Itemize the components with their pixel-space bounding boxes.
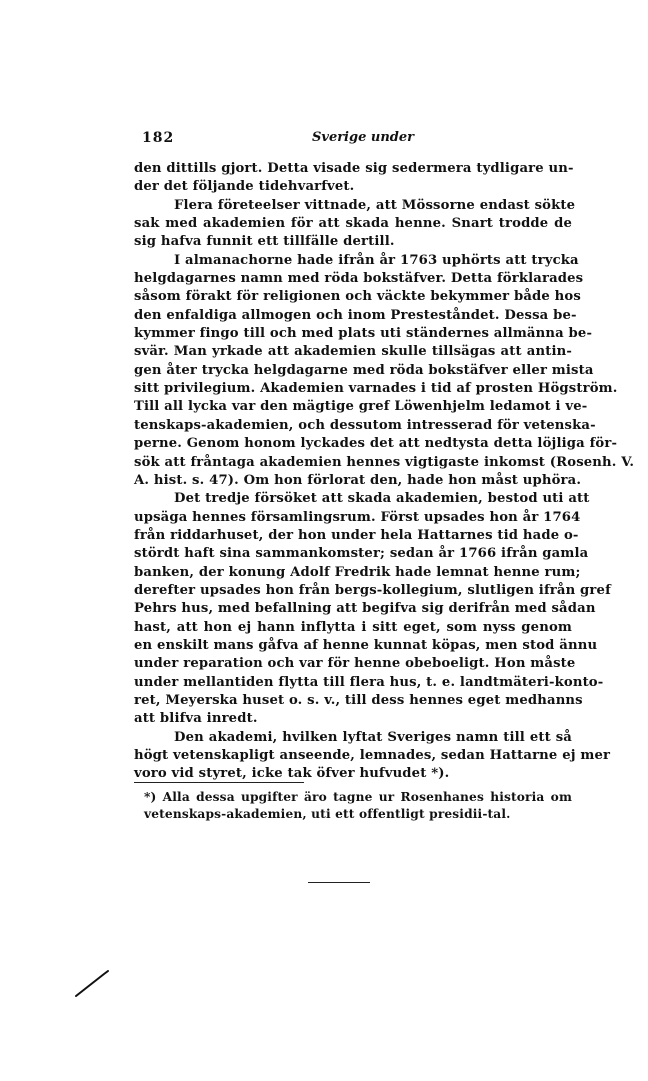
text-line: sig hafva funnit ett tillfälle dertill. (134, 234, 395, 250)
text-line: I almanachorne hade ifrån år 1763 uphörts att trycka (174, 252, 579, 268)
end-rule (308, 882, 370, 883)
text-line: perne. Genom honom lyckades det att nedtysta detta löjliga för- (134, 436, 618, 452)
text-line: såsom förakt för religionen och väckte bekymmer både hos (134, 289, 581, 305)
text-line: sitt privilegium. Akademien varnades i tid af prosten Högström. (134, 381, 618, 397)
text-line: banken, der konung Adolf Fredrik hade lemnat henne rum; (134, 564, 581, 580)
text-line: helgdagarnes namn med röda bokstäfver. Detta förklarades (134, 271, 584, 287)
footnote (134, 789, 572, 823)
footnote-line: *) Alla dessa upgifter äro tagne ur Rosenhanes historia om (144, 789, 572, 804)
text-line: Pehrs hus, med befallning att begifva sig derifrån med sådan (134, 601, 596, 617)
text-line: svär. Man yrkade att akademien skulle tillsägas att antin- (134, 344, 572, 360)
text-line: derefter upsades hon från bergs-kollegium, slutligen ifrån gref (134, 582, 611, 598)
text-line: A. hist. s. 47). Om hon förlorat den, hade hon måst uphöra. (134, 472, 582, 488)
pencil-stroke-mark (74, 968, 114, 998)
text-line: sak med akademien för att skada henne. Snart trodde de (134, 216, 572, 232)
text-line: Till all lycka var den mägtige gref Löwenhjelm ledamot i ve- (134, 399, 588, 415)
body-text (134, 160, 635, 823)
text-line: under reparation och var för henne obeboeligt. Hon måste (134, 656, 576, 672)
text-line: stördt haft sina sammankomster; sedan år 1766 ifrån gamla (134, 546, 589, 562)
text-line: Den akademi, hvilken lyftat Sveriges namn till ett så (174, 729, 572, 745)
text-line: den enfaldiga allmogen och inom Presteståndet. Dessa be- (134, 307, 577, 323)
text-line: upsäga hennes församlingsrum. Först upsades hon år 1764 (134, 509, 581, 525)
text-line: från riddarhuset, der hon under hela Hattarnes tid hade o- (134, 527, 579, 543)
text-line: ret, Meyerska huset o. s. v., till dess hennes eget medhanns (134, 692, 583, 708)
footnote-line: vetenskaps-akademien, uti ett offentligt presidii-tal. (144, 806, 511, 821)
text-line: under mellantiden flytta till flera hus, t. e. landtmäteri-konto- (134, 674, 604, 690)
text-line: Flera företeelser vittnade, att Mössorne endast sökte (174, 197, 576, 213)
running-title: Sverige under (312, 130, 415, 145)
text-line: den dittills gjort. Detta visade sig sedermera tydligare un- (134, 161, 574, 176)
page-header (142, 130, 572, 150)
text-line: tenskaps-akademien, och dessutom intresserad för vetenska- (134, 417, 596, 433)
text-line: hast, att hon ej hann inflytta i sitt eget, som nyss genom (134, 619, 572, 635)
text-line: voro vid styret, icke tak öfver hufvudet *). (134, 766, 450, 782)
text-line: en enskilt mans gåfva af henne kunnat köpas, men stod ännu (134, 637, 598, 653)
page-number: 182 (142, 130, 175, 146)
text-line: att blifva inredt. (134, 711, 258, 727)
text-line: kymmer fingo till och med plats uti ständernes allmänna be- (134, 326, 593, 342)
text-line: sök att fråntaga akademien hennes vigtigaste inkomst (Rosenh. V. (134, 454, 635, 470)
text-line: gen åter trycka helgdagarne med röda bokstäfver eller mista (134, 362, 594, 378)
text-line: der det följande tidehvarfvet. (134, 179, 355, 195)
text-line: Det tredje försöket att skada akademien, bestod uti att (174, 491, 590, 507)
text-line: högt vetenskapligt anseende, lemnades, sedan Hattarne ej mer (134, 748, 611, 763)
